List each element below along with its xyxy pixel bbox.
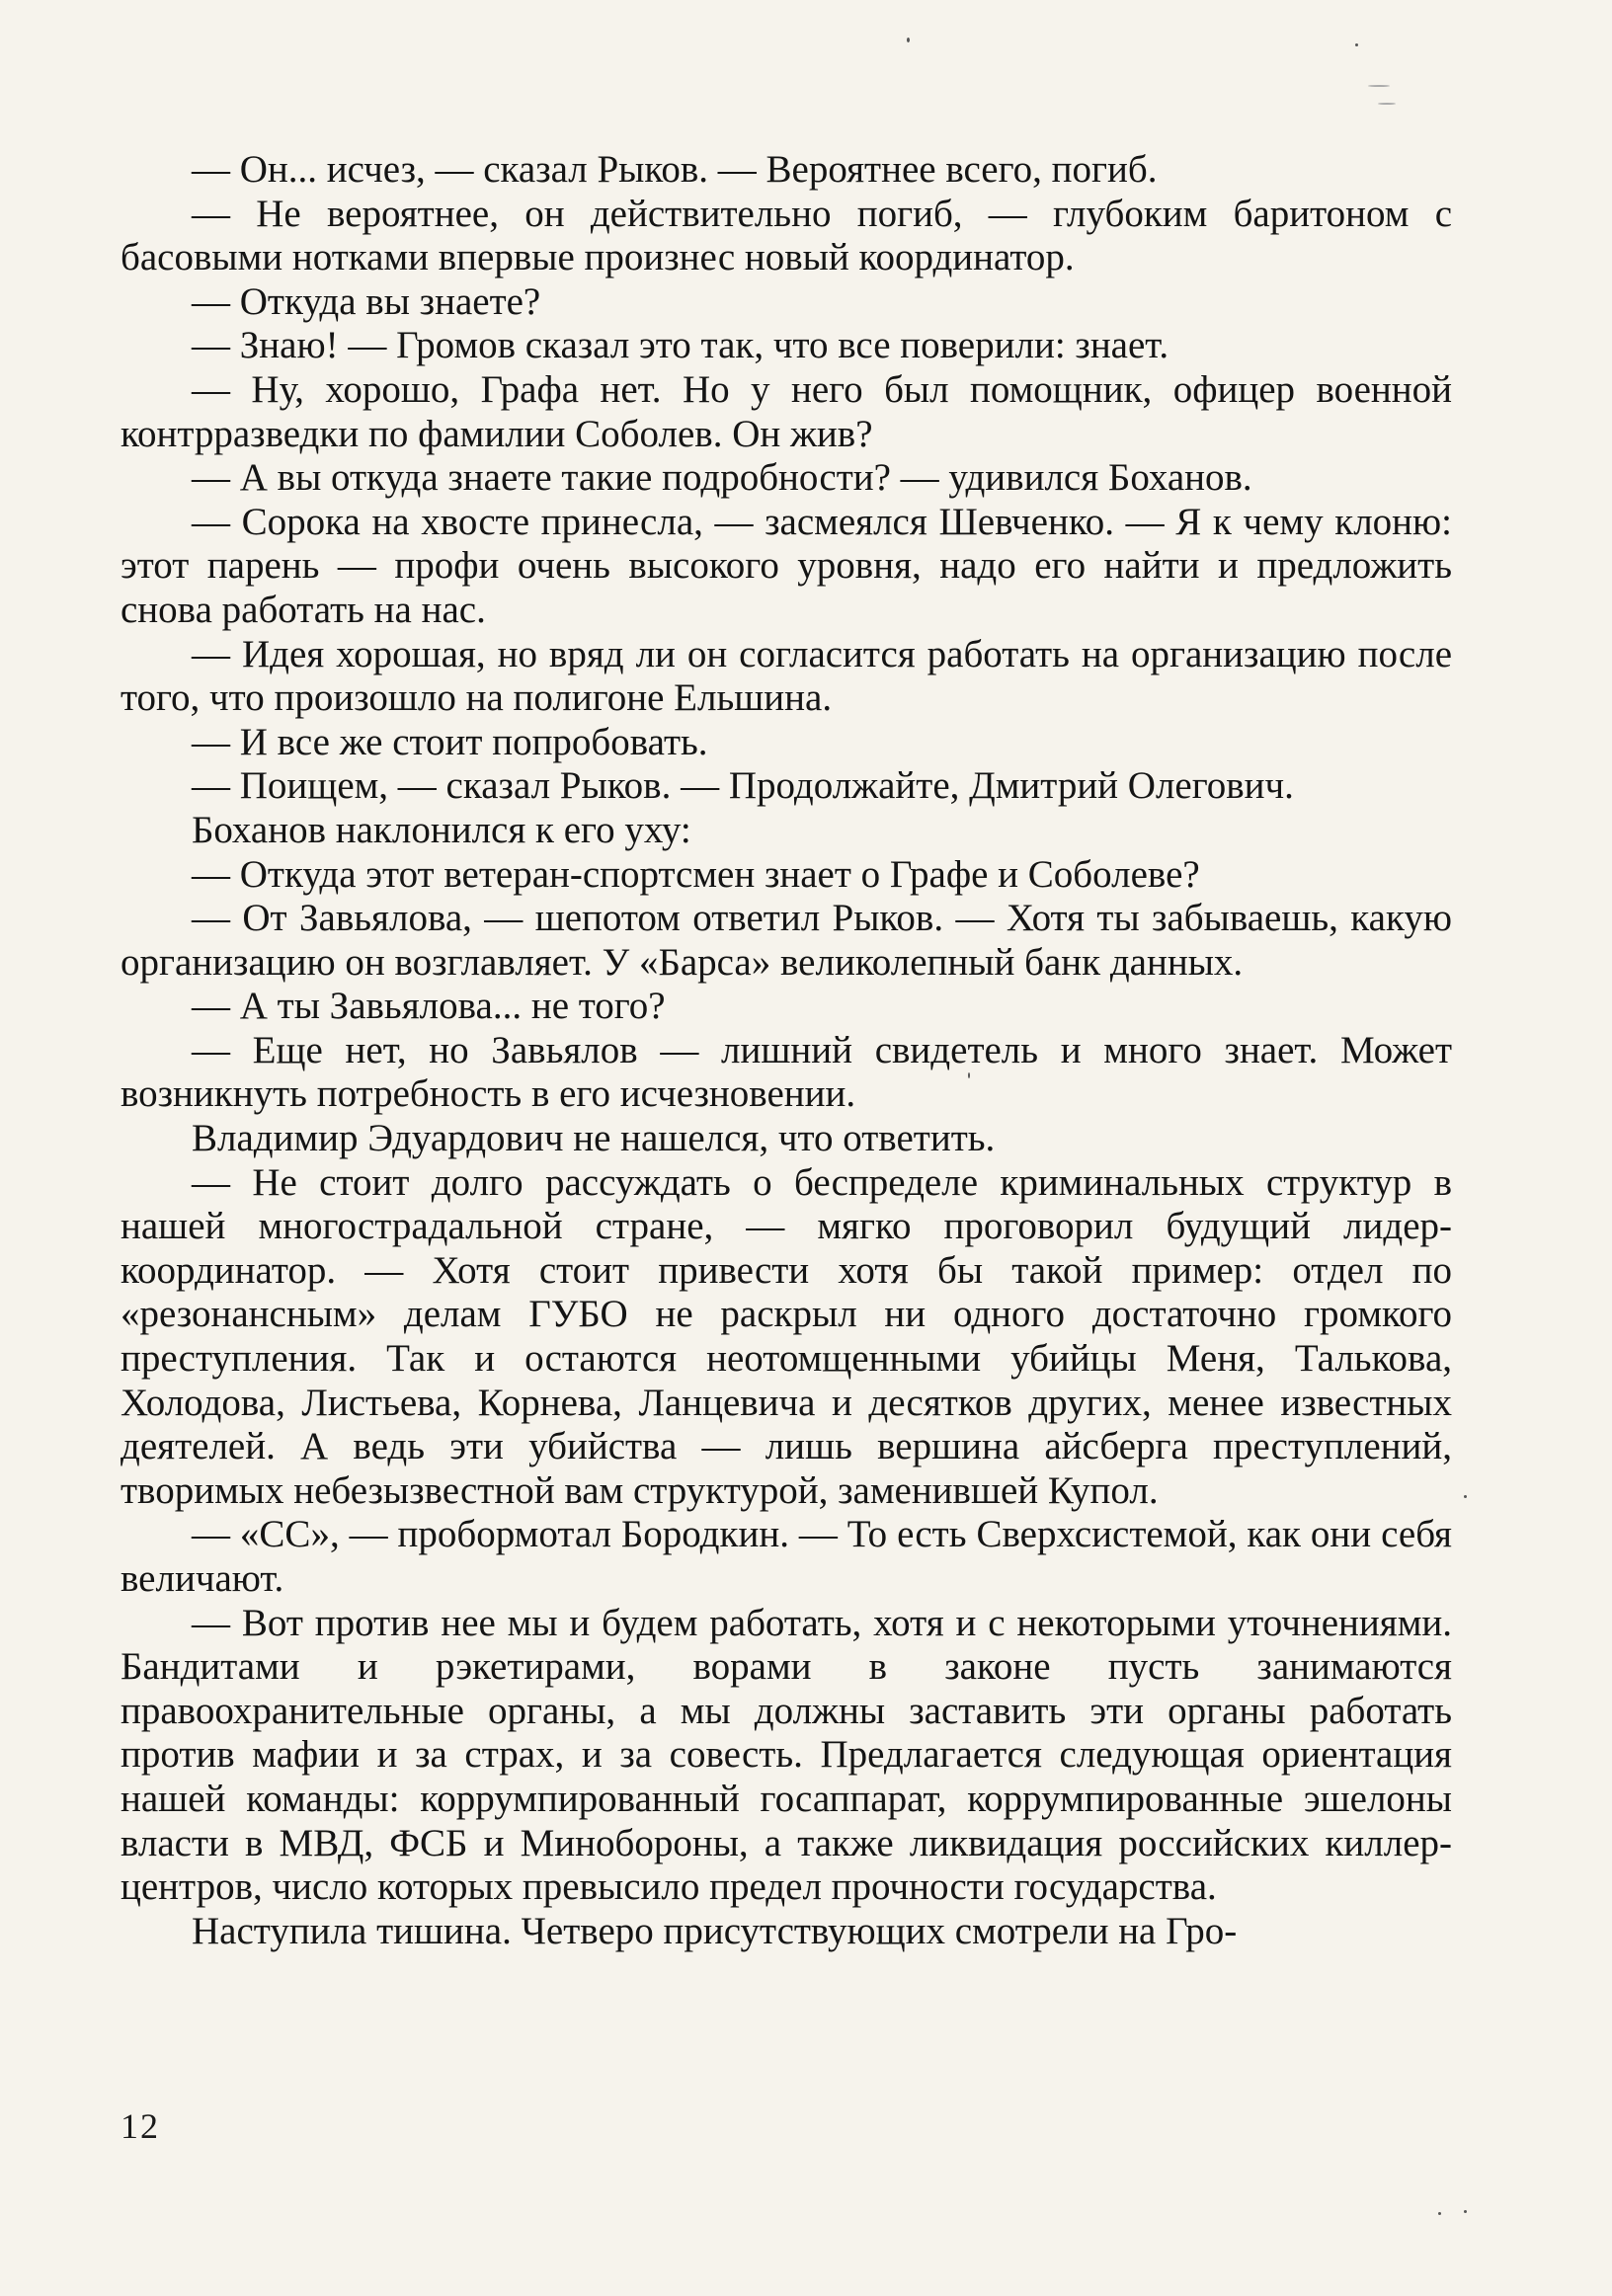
paragraph: — От Завьялова, — шепотом ответил Рыков. — Хотя ты забываешь, какую организацию он возглавляет. У «Барса» великолепный банк данных. (121, 897, 1452, 984)
scan-speck (1464, 1495, 1467, 1498)
paragraph: — А вы откуда знаете такие подробности? — удивился Боханов. (192, 456, 1252, 500)
paragraph: — Идея хорошая, но вряд ли он согласится работать на организацию после того, что произошло на полигоне Ельшина. (121, 632, 1452, 720)
paragraph: — Еще нет, но Завьялов — лишний свидетель и много знает. Может возникнуть потребность в его исчезновении. (121, 1028, 1452, 1116)
paragraph: Владимир Эдуардович не нашелся, что ответить. (192, 1117, 996, 1160)
paragraph: — Откуда этот ветеран-спортсмен знает о Графе и Соболеве? (192, 852, 1200, 896)
page-number: 12 (121, 2106, 160, 2146)
paragraph: — Он... исчез, — сказал Рыков. — Вероятнее всего, погиб. (192, 148, 1158, 191)
paragraph: Наступила тишина. Четверо присутствующих смотрели на Гро- (192, 1909, 1238, 1952)
scan-speck (968, 1072, 970, 1078)
page-body-text (121, 148, 1452, 1953)
paragraph: — Сорока на хвосте принесла, — засмеялся Шевченко. — Я к чему клоню: этот парень — профи очень высокого уровня, надо его найти и предложить снова работать на нас. (121, 500, 1452, 631)
scan-speck (907, 38, 910, 42)
paragraph: — Не стоит долго рассуждать о беспределе криминальных структур в нашей многострадальной стране, — мягко проговорил будущий лидер-координатор. — Хотя стоит привести хотя бы такой пример: отдел по «резонансным» делам ГУБО не раскрыл ни одного достаточно громкого преступления. Так и остаются неотомщенными убийцы Меня, Талькова, Холодова, Листьева, Корнева, Ланцевича и десятков других, менее известных деятелей. А ведь эти убийства — лишь вершина айсберга преступлений, творимых небезызвестной вам структурой, заменившей Купол. (121, 1160, 1452, 1512)
paragraph: — И все же стоит попробовать. (192, 720, 708, 763)
scan-speck (1355, 43, 1358, 46)
paragraph: — Откуда вы знаете? (192, 279, 541, 323)
scan-speck (1438, 2212, 1441, 2215)
scan-speck (1368, 85, 1390, 87)
scan-speck (1378, 103, 1396, 105)
paragraph: — Поищем, — сказал Рыков. — Продолжайте, Дмитрий Олегович. (192, 764, 1294, 808)
paragraph: — А ты Завьялова... не того? (192, 985, 666, 1028)
paragraph: — Знаю! — Громов сказал это так, что все поверили: знает. (192, 324, 1169, 367)
paragraph: — Ну, хорошо, Графа нет. Но у него был помощник, офицер военной контрразведки по фамилии Соболев. Он жив? (121, 367, 1452, 455)
paragraph: — «СС», — пробормотал Бородкин. — То есть Сверхсистемой, как они себя величают. (121, 1513, 1452, 1600)
paragraph: Боханов наклонился к его уху: (192, 808, 691, 851)
scan-speck (1464, 2210, 1467, 2213)
paragraph: — Вот против нее мы и будем работать, хотя и с некоторыми уточнениями. Бандитами и рэкетирами, ворами в законе пусть занимаются правоохранительные органы, а мы должны заставить эти органы работать против мафии и за страх, и за совесть. Предлагается следующая ориентация нашей команды: коррумпированный госаппарат, коррумпированные эшелоны власти в МВД, ФСБ и Минобороны, а также ликвидация российских киллер-центров, число которых превысило предел прочности государства. (121, 1601, 1452, 1909)
paragraph: — Не вероятнее, он действительно погиб, — глубоким баритоном с басовыми нотками впервые произнес новый координатор. (121, 192, 1452, 279)
